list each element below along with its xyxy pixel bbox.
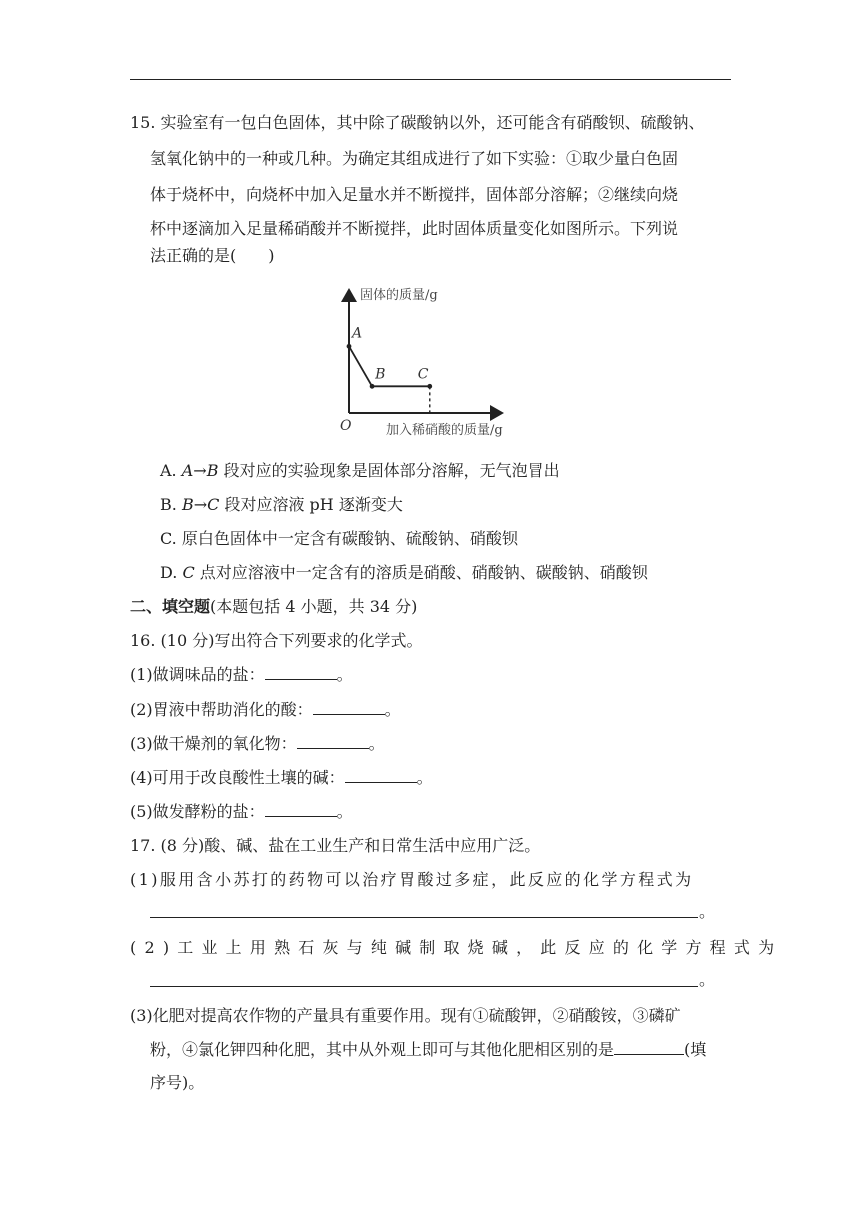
point-a	[347, 344, 352, 349]
point-label-b: B	[375, 366, 386, 383]
q17-part-3-line-3: 序号)。	[150, 1073, 205, 1092]
option-b-arrow: →	[193, 495, 208, 514]
option-d-text: 点对应溶液中一定含有的溶质是硝酸、硝酸钠、碳酸钠、硝酸钡	[199, 563, 648, 582]
q16-item-4	[130, 768, 433, 788]
y-axis-label: 固体的质量/g	[360, 288, 438, 303]
q15-text-1: 实验室有一包白色固体，其中除了碳酸钠以外，还可能含有硝酸钡、硫酸钠、	[160, 113, 705, 132]
section-2-heading	[130, 597, 417, 617]
q17-answer-blank-3[interactable]	[614, 1040, 684, 1055]
q17-part-2-text: (2)工业上用熟石灰与纯碱制取烧碱，此反应的化学方程式为	[130, 938, 783, 957]
q17-answer-line-1[interactable]	[150, 917, 698, 918]
q15-line-3: 体于烧杯中，向烧杯中加入足量水并不断搅拌，固体部分溶解；②继续向烧	[150, 185, 679, 204]
q17-part-3-text: 粉，④氯化钾四种化肥，其中从外观上即可与其他化肥相区别的是	[150, 1040, 615, 1059]
q17-part-3-fill-hint: (填	[684, 1040, 707, 1059]
q16-answer-blank-3[interactable]	[297, 734, 369, 749]
point-label-a: A	[352, 325, 363, 342]
q17-answer-line-2[interactable]	[150, 986, 698, 987]
option-b-letter: B.	[160, 495, 177, 514]
q15-option-d	[160, 563, 648, 583]
q15-line-1	[130, 113, 705, 133]
q15-line-2: 氢氧化钠中的一种或几种。为确定其组成进行了如下实验：①取少量白色固	[150, 149, 679, 168]
option-b-from: B	[181, 495, 194, 514]
q16-answer-blank-5[interactable]	[265, 802, 337, 817]
q15-option-a	[160, 461, 560, 481]
q15-line-5: 法正确的是( )	[150, 246, 275, 265]
option-a-from: A	[181, 461, 194, 480]
q16-item-5	[130, 802, 353, 822]
q16-item-5-label: (5)做发酵粉的盐：	[130, 802, 265, 821]
section-2-title: 二、填空题	[130, 597, 211, 616]
q16-item-2-label: (2)胃液中帮助消化的酸：	[130, 700, 313, 719]
point-b	[370, 384, 375, 389]
option-a-letter: A.	[160, 461, 177, 480]
q17-part-1	[130, 870, 730, 890]
q16-item-1-label: (1)做调味品的盐：	[130, 665, 265, 684]
q16-item-2-end: 。	[384, 700, 401, 719]
option-a-arrow: →	[193, 461, 207, 480]
q15-option-b	[160, 495, 403, 515]
q16-item-4-end: 。	[416, 768, 433, 787]
q16-item-3-label: (3)做干燥剂的氧化物：	[130, 734, 297, 753]
option-d-point: C	[182, 563, 195, 582]
q16-answer-blank-4[interactable]	[345, 768, 417, 783]
q16-header: 16. (10 分)写出符合下列要求的化学式。	[130, 631, 423, 650]
q17-part-3-line-2	[150, 1040, 706, 1060]
q16-answer-blank-2[interactable]	[313, 700, 385, 715]
option-b-to: C	[207, 495, 220, 514]
q16-item-1	[130, 665, 353, 685]
mass-chart	[330, 280, 530, 440]
q16-item-5-end: 。	[336, 802, 353, 821]
q17-part-3-line-1: (3)化肥对提高农作物的产量具有重要作用。现有①硫酸钾，②硝酸铵，③磷矿	[130, 1006, 681, 1025]
q16-answer-blank-1[interactable]	[265, 665, 337, 680]
point-c	[427, 384, 432, 389]
x-axis-label: 加入稀硝酸的质量/g	[386, 423, 503, 438]
q17-part-2	[130, 938, 783, 958]
header-rule	[130, 79, 731, 80]
point-label-c: C	[417, 366, 429, 383]
q17-part-1-text: (1)服用含小苏打的药物可以治疗胃酸过多症，此反应的化学方程式为	[130, 870, 694, 889]
q16-item-4-label: (4)可用于改良酸性土壤的碱：	[130, 768, 345, 787]
option-c-letter: C.	[160, 529, 177, 548]
option-a-text: 段对应的实验现象是固体部分溶解，无气泡冒出	[223, 461, 560, 480]
q16-item-1-end: 。	[336, 665, 353, 684]
q15-number: 15.	[130, 113, 156, 132]
q16-item-2	[130, 700, 401, 720]
q17-header: 17. (8 分)酸、碱、盐在工业生产和日常生活中应用广泛。	[130, 836, 541, 855]
origin-label: O	[340, 418, 352, 434]
option-b-text: 段对应溶液 pH 逐渐变大	[224, 495, 403, 514]
q17-answer-line-1-end: 。	[699, 902, 716, 921]
q16-item-3-end: 。	[368, 734, 385, 753]
option-d-letter: D.	[160, 563, 178, 582]
option-c-text: 原白色固体中一定含有碳酸钠、硫酸钠、硝酸钡	[181, 529, 518, 548]
q16-item-3	[130, 734, 385, 754]
q15-line-4: 杯中逐滴加入足量稀硝酸并不断搅拌，此时固体质量变化如图所示。下列说	[150, 219, 679, 238]
option-a-to: B	[206, 461, 219, 480]
q15-option-c	[160, 529, 518, 549]
q17-answer-line-2-end: 。	[699, 970, 716, 989]
section-2-note: (本题包括 4 小题，共 34 分)	[210, 597, 418, 616]
